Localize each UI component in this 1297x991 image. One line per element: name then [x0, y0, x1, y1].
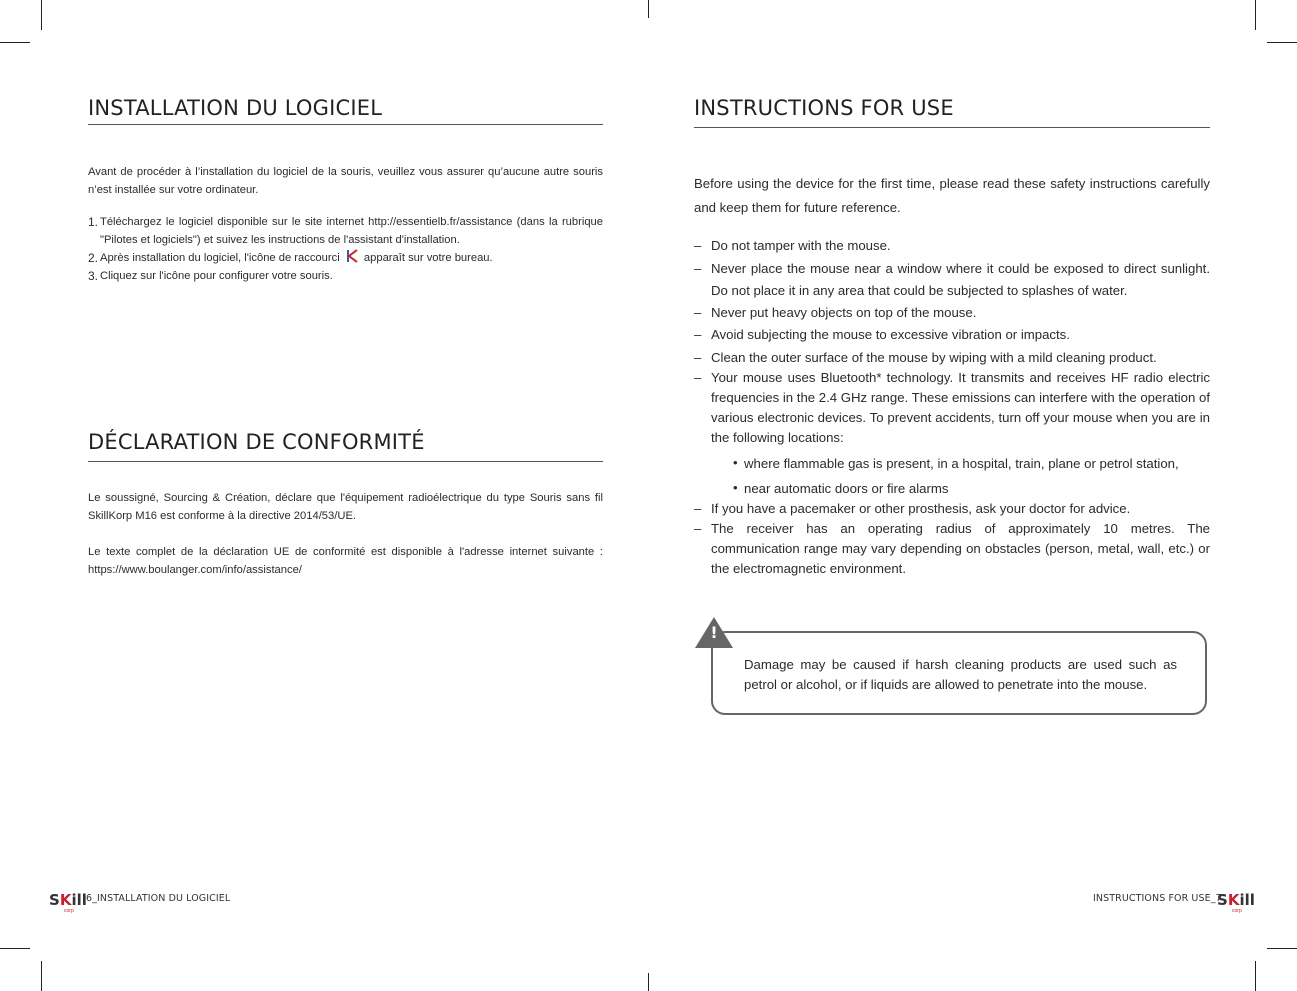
list-item	[694, 479, 1210, 499]
installation-steps	[88, 213, 603, 285]
conformity-paragraph: Le soussigné, Sourcing & Création, déclare que l'équipement radioélectrique du type Souris sans fil SkillKorp M16 est conforme à la directive 2014/53/UE.	[88, 492, 603, 522]
item-text: Never put heavy objects on top of the mouse.	[711, 305, 977, 320]
crop-mark	[1267, 42, 1297, 43]
list-item	[694, 519, 1210, 579]
left-page	[88, 0, 603, 991]
logo-letter: K	[59, 891, 72, 909]
dash-marker: –	[694, 238, 702, 253]
list-item	[88, 213, 603, 249]
dash-marker: –	[694, 350, 702, 365]
step-text: Après installation du logiciel, l'icône de raccourci	[100, 252, 340, 264]
heading-rule	[88, 124, 603, 125]
installation-heading: INSTALLATION DU LOGICIEL	[88, 96, 383, 120]
list-item	[694, 302, 1210, 324]
conformity-heading: DÉCLARATION DE CONFORMITÉ	[88, 430, 425, 454]
logo-letter: S	[49, 891, 60, 909]
item-text: The receiver has an operating radius of approximately 10 metres. The communication range may vary depending on obstacles (person, metal, wall, etc.) or the electromagnetic environment.	[711, 521, 1210, 576]
list-item	[694, 454, 1210, 474]
item-text: Do not tamper with the mouse.	[711, 238, 891, 253]
left-footer-label: 6_INSTALLATION DU LOGICIEL	[86, 893, 231, 904]
step-number: 2.	[88, 251, 99, 265]
item-text: Your mouse uses Bluetooth* technology. It transmits and receives HF radio electric frequencies in the 2.4 GHz range. These emissions can interfere with the operation of various electronic devices. To prevent accidents, turn off your mouse when you are in the following locations:	[711, 370, 1210, 445]
item-text: Avoid subjecting the mouse to excessive vibration or impacts.	[711, 327, 1070, 342]
crop-mark	[648, 0, 649, 18]
dash-marker: –	[694, 501, 702, 516]
right-footer-label: INSTRUCTIONS FOR USE_7	[1093, 893, 1222, 904]
list-item	[694, 258, 1210, 302]
list-item	[88, 267, 603, 285]
item-text: Clean the outer surface of the mouse by wiping with a mild cleaning product.	[711, 350, 1157, 365]
crop-mark	[0, 948, 30, 949]
step-number: 3.	[88, 269, 99, 283]
logo-letter: K	[1227, 891, 1240, 909]
crop-mark	[0, 42, 30, 43]
skill-logo	[49, 891, 87, 913]
warning-box	[711, 631, 1207, 715]
step-number: 1.	[88, 215, 99, 229]
list-item	[694, 348, 1210, 368]
crop-mark	[648, 973, 649, 991]
bullet-marker: •	[733, 455, 738, 470]
step-text: apparaît sur votre bureau.	[363, 252, 493, 264]
item-text: Never place the mouse near a window where it could be exposed to direct sunlight. Do not place it in any area that could be subjected to splashes of water.	[711, 261, 1210, 298]
crop-mark	[41, 961, 42, 991]
item-text: near automatic doors or fire alarms	[744, 481, 949, 496]
list-item	[88, 249, 603, 267]
list-item	[694, 236, 1210, 256]
step-text: Cliquez sur l'icône pour configurer votre souris.	[100, 270, 333, 282]
right-page	[694, 0, 1210, 991]
shortcut-icon	[345, 249, 359, 263]
crop-mark	[41, 0, 42, 30]
item-text: If you have a pacemaker or other prosthesis, ask your doctor for advice.	[711, 501, 1131, 516]
step-text: Téléchargez le logiciel disponible sur le site internet http://essentielb.fr/assistance (dans la rubrique "Pilotes et logiciels") et suivez les instructions de l'assistant d'installation.	[100, 216, 603, 246]
installation-intro: Avant de procéder à l’installation du logiciel de la souris, veuillez vous assurer qu’aucune autre souris n’est installée sur votre ordinateur.	[88, 166, 603, 196]
instructions-intro: Before using the device for the first time, please read these safety instructions carefully and keep them for future reference.	[694, 176, 1210, 215]
conformity-paragraph: Le texte complet de la déclaration UE de conformité est disponible à l'adresse internet suivante : https://www.boulanger.com/info/assistance/	[88, 546, 603, 576]
list-item	[694, 324, 1210, 346]
dash-marker: –	[694, 261, 702, 276]
heading-rule	[694, 127, 1210, 128]
warning-text: Damage may be caused if harsh cleaning products are used such as petrol or alcohol, or if liquids are allowed to penetrate into the mouse.	[744, 657, 1177, 692]
crop-mark	[1267, 948, 1297, 949]
list-item	[694, 499, 1210, 519]
safety-list	[694, 236, 1210, 579]
crop-mark	[1255, 0, 1256, 30]
crop-mark	[1255, 961, 1256, 991]
logo-letter: ill	[71, 891, 87, 909]
dash-marker: –	[694, 521, 702, 536]
heading-rule	[88, 461, 603, 462]
bullet-marker: •	[733, 480, 738, 495]
dash-marker: –	[694, 327, 702, 342]
dash-marker: –	[694, 370, 702, 385]
dash-marker: –	[694, 305, 702, 320]
logo-letter: ill	[1239, 891, 1255, 909]
list-item	[694, 368, 1210, 448]
warning-mark: !	[710, 623, 718, 642]
item-text: where flammable gas is present, in a hospital, train, plane or petrol station,	[744, 456, 1179, 471]
logo-corp: corp	[64, 908, 74, 914]
logo-corp: corp	[1232, 908, 1242, 914]
instructions-heading: INSTRUCTIONS FOR USE	[694, 96, 954, 120]
logo-letter: S	[1217, 891, 1228, 909]
skill-logo	[1217, 891, 1255, 913]
